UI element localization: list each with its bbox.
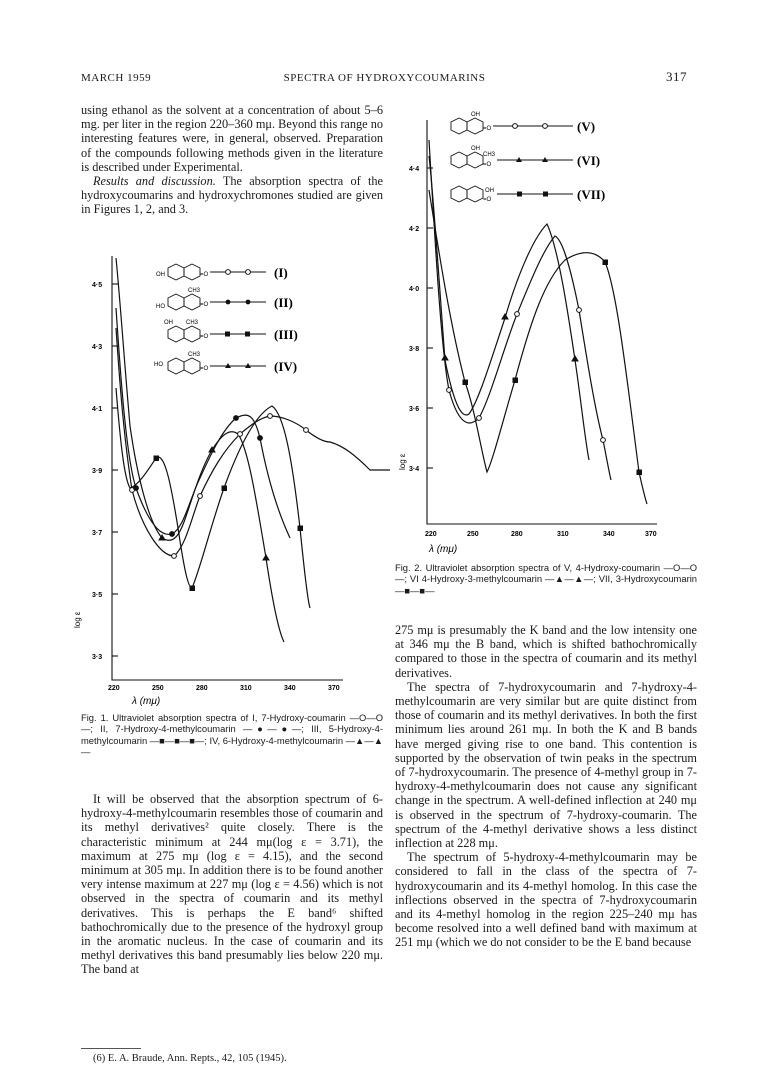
fig1-marker-triangle bbox=[263, 555, 269, 560]
fig1-marker-square bbox=[190, 586, 195, 591]
right-column-body bbox=[395, 623, 697, 950]
fig1-marker-square bbox=[298, 526, 303, 531]
fig2-ytick: 3·8 bbox=[409, 346, 420, 353]
fig2-marker-triangle bbox=[442, 355, 448, 360]
fig1-xtick: 250 bbox=[152, 685, 164, 692]
fig1-axes bbox=[112, 256, 343, 680]
fig1-xtick: 220 bbox=[108, 685, 120, 692]
fig1-marker-filled bbox=[258, 436, 263, 441]
fig2-legend bbox=[451, 112, 605, 203]
fig1-x-label: λ (mμ) bbox=[132, 696, 161, 707]
fig2-xtick: 340 bbox=[603, 531, 615, 538]
fig1-xtick: 340 bbox=[284, 685, 296, 692]
results-heading: Results and discussion. bbox=[93, 174, 216, 189]
fig2-xtick: 280 bbox=[511, 531, 523, 538]
fig2-legend-VI bbox=[451, 146, 600, 168]
running-header-title: SPECTRA OF HYDROXYCOUMARINS bbox=[283, 72, 486, 84]
fig1-ytick: 4·5 bbox=[92, 282, 103, 289]
struct-oh: OH bbox=[471, 112, 480, 118]
fig1-legend-II bbox=[156, 288, 293, 310]
struct-o: =O bbox=[483, 162, 492, 168]
struct-ch3: CH3 bbox=[188, 352, 201, 358]
fig1-xtick: 310 bbox=[240, 685, 252, 692]
fig1-y-label: log ε bbox=[73, 611, 82, 628]
fig2-ytick: 4·2 bbox=[409, 226, 420, 233]
struct-ch3: CH3 bbox=[483, 152, 496, 158]
struct-ch3: CH3 bbox=[186, 320, 199, 326]
footnote: (6) E. A. Braude, Ann. Repts., 42, 105 (1945). bbox=[93, 1053, 287, 1064]
fig2-ytick: 3·4 bbox=[409, 466, 420, 473]
struct-o: =O bbox=[200, 366, 209, 372]
results-paragraph bbox=[81, 174, 383, 217]
fig2-marker-square bbox=[463, 380, 468, 385]
page-number: 317 bbox=[666, 69, 687, 84]
fig1-curve-IV bbox=[116, 258, 284, 642]
paragraph: using ethanol as the solvent at a concentration of about 5–6 mg. per liter in the region 220–360 mμ. Beyond this range no interesting features were, in general, observed. Preparation of the compounds following methods given in the literature is described under Experimental. bbox=[81, 103, 384, 174]
fig1-x-ticks bbox=[108, 685, 340, 692]
fig2-y-ticks bbox=[409, 166, 433, 473]
fig1-xtick: 280 bbox=[196, 685, 208, 692]
paragraph: The spectrum of 5-hydroxy-4-methylcoumarin may be considered to fall in the class of the spectra of 7-hydroxycoumarin and its 4-methyl homolog. In this case the inflections observed in the spectra of 7-hydroxycoumarin and its 4-methyl homolog in the region 225–240 mμ has become resolved into a well defined band with maximum at 251 mμ (which we do not consider to be the E band because bbox=[395, 850, 697, 950]
fig2-curve-VI bbox=[429, 156, 589, 460]
struct-oh: OH bbox=[485, 188, 494, 194]
fig2-marker-open bbox=[515, 312, 520, 317]
fig2-marker-open bbox=[477, 416, 482, 421]
fig2-legend-VII bbox=[451, 186, 605, 203]
legend-label: (III) bbox=[274, 327, 298, 342]
fig2-xtick: 250 bbox=[467, 531, 479, 538]
fig1-y-ticks bbox=[92, 282, 118, 661]
fig2-legend-V bbox=[451, 112, 595, 134]
fig1-marker-filled bbox=[234, 416, 239, 421]
fig2-marker-square bbox=[637, 470, 642, 475]
fig2-ytick: 4·4 bbox=[409, 166, 420, 173]
fig1-marker-square bbox=[222, 486, 227, 491]
fig2-x-ticks bbox=[425, 531, 657, 538]
struct-o: =O bbox=[200, 334, 209, 340]
fig2-xtick: 370 bbox=[645, 531, 657, 538]
fig1-marker-filled bbox=[170, 532, 175, 537]
fig2-ytick: 3·6 bbox=[409, 406, 420, 413]
fig2-marker-triangle bbox=[572, 356, 578, 361]
fig2-y-label: log ε bbox=[398, 453, 407, 470]
legend-label: (II) bbox=[274, 295, 293, 310]
fig1-marker-open bbox=[198, 494, 203, 499]
struct-ch3: CH3 bbox=[188, 288, 201, 294]
fig1-legend bbox=[154, 264, 298, 374]
fig1-legend-III bbox=[164, 320, 298, 342]
legend-label: (VII) bbox=[577, 187, 606, 202]
fig1-ytick: 3·5 bbox=[92, 592, 103, 599]
fig2-marker-triangle bbox=[502, 314, 508, 319]
fig1-marker-open bbox=[268, 414, 273, 419]
fig2-ytick: 4·0 bbox=[409, 286, 420, 293]
fig1-legend-IV bbox=[154, 352, 297, 374]
fig2-xtick: 310 bbox=[557, 531, 569, 538]
fig1-marker-square bbox=[154, 456, 159, 461]
struct-o: =O bbox=[483, 197, 492, 203]
struct-ho: HO bbox=[154, 362, 163, 368]
legend-label: (V) bbox=[577, 119, 596, 134]
figure-1-caption: Fig. 1. Ultraviolet absorption spectra of I, 7-Hydroxy-coumarin —O—O—; II, 7-Hydroxy-4-methylcoumarin —●—●—; III, 5-Hydroxy-4-methylcoumarin —■—■—■—; IV, 6-Hydroxy-4-methylcoumarin —▲—▲— bbox=[81, 712, 383, 758]
fig1-ytick: 3·3 bbox=[92, 654, 103, 661]
running-header-date: MARCH 1959 bbox=[81, 72, 152, 84]
paragraph: It will be observed that the absorption spectrum of 6-hydroxy-4-methylcoumarin resembles those of coumarin and its methyl derivatives² quite closely. There is the characteristic minimum at 244 mμ(log ε = 3.71), the maximum at 275 mμ (log ε = 4.15), and the second minimum at 305 mμ. In addition there is to be found another very intense maximum at 227 mμ (log ε = 4.56) which is not observed in the spectra of coumarin and its methyl derivatives. This is perhaps the E band⁶ shifted bathochromically due to the presence of the hydroxyl group in the aromatic nucleus. In the case of coumarin and its methyl derivatives this band presumably lies below 220 mμ. The band at bbox=[81, 792, 383, 977]
legend-label: (VI) bbox=[577, 153, 601, 168]
fig1-ytick: 3·9 bbox=[92, 468, 103, 475]
figure-1 bbox=[60, 238, 390, 708]
fig1-ytick: 4·3 bbox=[92, 344, 103, 351]
struct-ho: HO bbox=[156, 304, 165, 310]
fig1-marker-open bbox=[238, 432, 243, 437]
fig2-marker-open bbox=[447, 388, 452, 393]
left-column-top bbox=[81, 103, 383, 217]
fig1-ytick: 4·1 bbox=[92, 406, 103, 413]
fig2-marker-square bbox=[513, 378, 518, 383]
fig1-marker-open bbox=[304, 428, 309, 433]
fig2-markers bbox=[442, 260, 642, 475]
struct-o: =O bbox=[483, 126, 492, 132]
fig1-ytick: 3·7 bbox=[92, 530, 103, 537]
struct-o: =O bbox=[200, 272, 209, 278]
fig2-curve-VII bbox=[429, 190, 647, 504]
fig2-axes bbox=[427, 120, 657, 524]
fig1-marker-filled bbox=[134, 486, 139, 491]
struct-o: =O bbox=[200, 302, 209, 308]
fig2-marker-open bbox=[601, 438, 606, 443]
results-text: The absorption spectra of the hydroxycoumarins and hydroxychromones studied are given in Figures 1, 2, and 3. bbox=[81, 174, 384, 217]
fig1-marker-open bbox=[172, 554, 177, 559]
fig2-xtick: 220 bbox=[425, 531, 437, 538]
paragraph: 275 mμ is presumably the K band and the low intensity one at 346 mμ the B band, which is shifted bathochromically compared to those in the spectra of coumarin and its methyl derivatives. bbox=[395, 623, 697, 680]
struct-oh: OH bbox=[471, 146, 480, 152]
struct-oh: OH bbox=[164, 320, 173, 326]
fig1-curve-II bbox=[116, 308, 290, 538]
figure-2-caption: Fig. 2. Ultraviolet absorption spectra of V, 4-Hydroxy-coumarin —O—O—; VI 4-Hydroxy-3-methylcoumarin —▲—▲—; VII, 3-Hydroxycoumarin —■—■— bbox=[395, 562, 697, 596]
legend-label: (IV) bbox=[274, 359, 298, 374]
footnote-rule bbox=[81, 1048, 141, 1049]
fig1-xtick: 370 bbox=[328, 685, 340, 692]
figure-2 bbox=[395, 100, 695, 560]
fig2-x-label: λ (mμ) bbox=[429, 544, 458, 555]
struct-oh: OH bbox=[156, 272, 165, 278]
fig2-marker-square bbox=[603, 260, 608, 265]
paragraph: The spectra of 7-hydroxycoumarin and 7-hydroxy-4-methylcoumarin are very similar but are quite distinct from those of coumarin and its methyl derivatives. In both the first minimum lies around 261 mμ. In both the K and B bands have merged giving rise to one band. This contention is supported by the observation of twin peaks in the spectrum of 7-hydroxycoumarin. The presence of 4-methyl group in 7-hydroxy-4-methylcoumarin does not cause any significant change in the spectrum. A well-defined inflection at 240 mμ is observed in the spectrum of 7-hydroxy-coumarin. The spectrum of the 4-methyl derivative shows a less distinct inflection at 228 mμ. bbox=[395, 679, 697, 851]
fig2-marker-open bbox=[577, 308, 582, 313]
legend-label: (I) bbox=[274, 265, 288, 280]
left-column-body bbox=[81, 792, 383, 977]
fig1-legend-I bbox=[156, 264, 288, 280]
